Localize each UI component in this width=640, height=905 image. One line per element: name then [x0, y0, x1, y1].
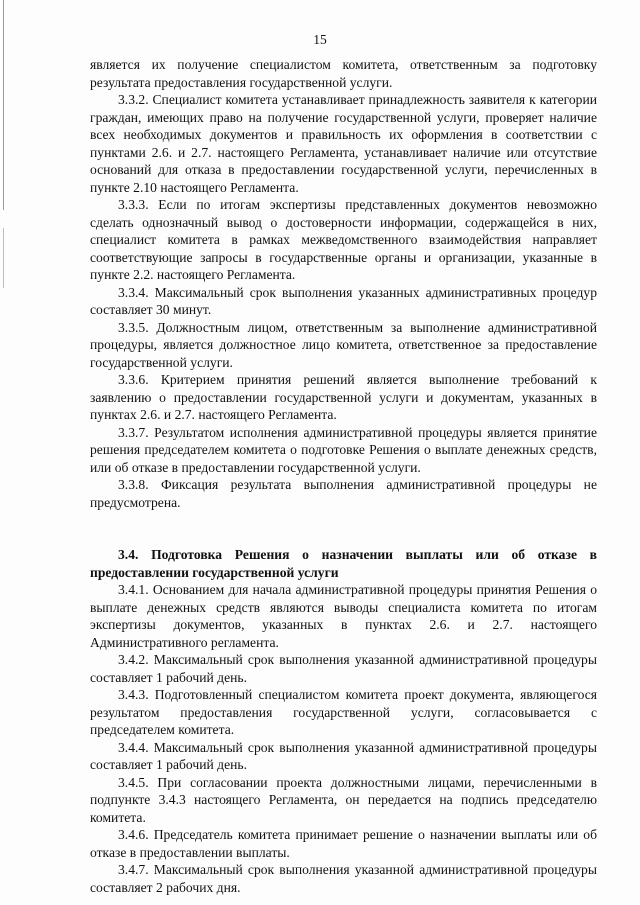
page-number: 15: [313, 32, 327, 47]
paragraph-continuation: является их получение специалистом комитета, ответственным за подготовку результата предоставления государственной услуги.: [90, 57, 597, 90]
section-heading-3-4: 3.4. Подготовка Решения о назначении выплаты или об отказе в предоставлении государственной услуги: [90, 547, 597, 580]
paragraph-3-3-3: 3.3.3. Если по итогам экспертизы представленных документов невозможно сделать однозначный вывод о достоверности информации, содержащейся в них, специалист комитета в рамках межведомственного взаимодействия направляет соответствующие запросы в государственные органы и организации, указанные в пункте 2.2. настоящего Регламента.: [90, 197, 597, 282]
paragraph-3-4-2: 3.4.2. Максимальный срок выполнения указанной административной процедуры составляет 1 рабочий день.: [90, 652, 597, 685]
paragraph-3-4-6: 3.4.6. Председатель комитета принимает решение о назначении выплаты или об отказе в предоставлении выплаты.: [90, 827, 597, 860]
paragraph-3-3-2: 3.3.2. Специалист комитета устанавливает принадлежность заявителя к категории граждан, имеющих право на получение государственной услуги, проверяет наличие всех необходимых документов и правильность их оформления в соответствии с пунктами 2.6. и 2.7. настоящего Регламента, устанавливает наличие или отсутствие оснований для отказа в предоставлении государственной услуги, перечисленных в пункте 2.10 настоящего Регламента.: [90, 92, 597, 195]
paragraph-3-3-5: 3.3.5. Должностным лицом, ответственным за выполнение административной процедуры, является должностное лицо комитета, ответственное за предоставление государственной услуги.: [90, 319, 597, 370]
section-spacer: [90, 511, 597, 546]
paragraph-3-3-6: 3.3.6. Критерием принятия решений является выполнение требований к заявлению о предоставлении государственной услуги и документам, указанных в пунктах 2.6. и 2.7. настоящего Регламента.: [90, 372, 597, 422]
document-body: [90, 56, 597, 896]
paragraph-3-4-1: 3.4.1. Основанием для начала административной процедуры принятия Решения о выплате денежных средств являются выводы специалиста комитета по итогам экспертизы документов, указанных в пунктах 2.6. и 2.7. настоящего Административного регламента.: [90, 582, 597, 650]
paragraph-3-4-5: 3.4.5. При согласовании проекта должностными лицами, перечисленными в подпункте 3.4.3 настоящего Регламента, он передается на подпись председателю комитета.: [90, 774, 597, 825]
paragraph-3-3-7: 3.3.7. Результатом исполнения административной процедуры является принятие решения председателем комитета о подготовке Решения о выплате денежных средств, или об отказе в предоставлении государственной услуги.: [90, 424, 597, 475]
scan-edge-line: [3, 228, 4, 288]
paragraph-3-3-8: 3.3.8. Фиксация результата выполнения административной процедуры не предусмотрена.: [90, 477, 597, 510]
paragraph-3-4-3: 3.4.3. Подготовленный специалистом комитета проект документа, являющегося результатом предоставления государственной услуги, согласовывается с председателем комитета.: [90, 687, 597, 737]
paragraph-3-3-4: 3.3.4. Максимальный срок выполнения указанных административных процедур составляет 30 минут.: [90, 284, 597, 317]
paragraph-3-4-4: 3.4.4. Максимальный срок выполнения указанной административной процедуры составляет 1 рабочий день.: [90, 739, 597, 772]
paragraph-3-4-7: 3.4.7. Максимальный срок выполнения указанной административной процедуры составляет 2 рабочих дня.: [90, 862, 597, 895]
